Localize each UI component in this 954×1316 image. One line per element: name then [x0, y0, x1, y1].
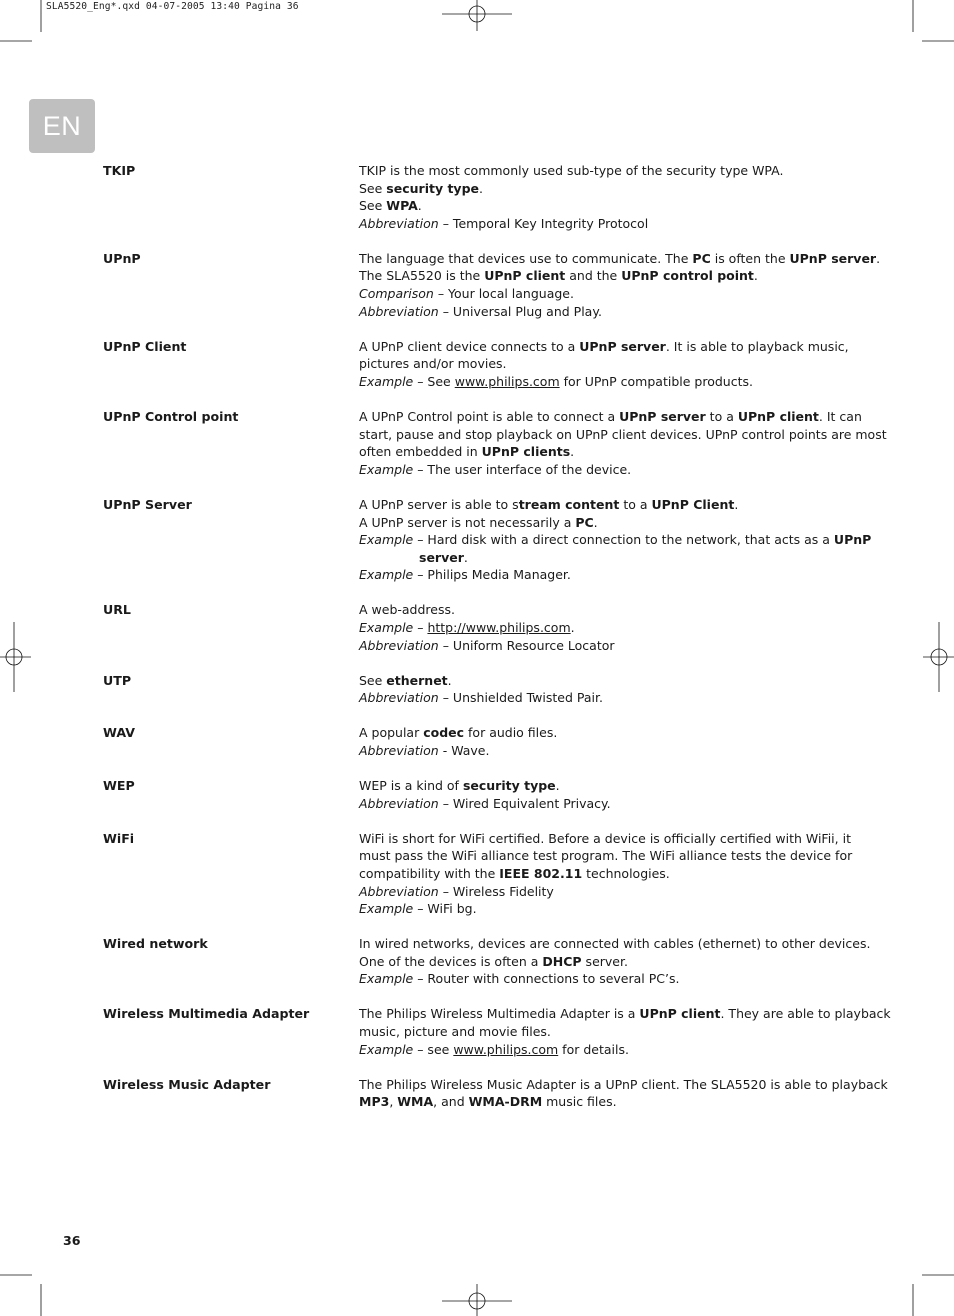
glossary-term: TKIP [103, 163, 136, 178]
definition-line [359, 338, 863, 356]
glossary-entry [103, 830, 863, 918]
bold-reference: IEEE 802.11 [499, 865, 583, 881]
definition-text: for audio files. [464, 725, 558, 741]
glossary-term: Wireless Music Adapter [103, 1076, 271, 1092]
definition-text: – Temporal Key Integrity Protocol [438, 215, 649, 231]
glossary-term: URL [103, 602, 131, 618]
definition-text: - Wave. [438, 742, 490, 758]
definition-text: . [479, 180, 483, 196]
definition-text: A UPnP client device connects to a [359, 338, 580, 354]
definition-text: . It can [818, 409, 862, 425]
glossary-definition [359, 408, 887, 478]
definition-label: Abbreviation [359, 883, 439, 899]
glossary-definition [359, 672, 863, 707]
definition-text: . It is able to playback music, [665, 338, 849, 354]
definition-label: Example [359, 532, 414, 548]
definition-label: Example [359, 373, 414, 389]
definition-text: . [734, 496, 739, 512]
bold-reference: UPnP clients [481, 444, 571, 460]
bold-reference: UPnP server [789, 250, 877, 266]
definition-text: The SLA5520 is the [359, 268, 485, 284]
bold-reference: security type [386, 180, 479, 196]
glossary-term: UPnP Client [103, 338, 187, 354]
definition-text: for details. [558, 1041, 629, 1057]
definition-line [359, 285, 880, 303]
definition-text: , and [433, 1094, 469, 1110]
definition-text: . [753, 268, 758, 284]
definition-text: must pass the WiFi alliance test program. The WiFi alliance tests the device for [359, 848, 853, 864]
definition-text: to a [705, 409, 738, 425]
definition-text: . [447, 672, 452, 688]
glossary-term: Wired network [103, 936, 208, 952]
definition-line [359, 883, 863, 901]
definition-line [359, 601, 863, 619]
glossary-term: UPnP [103, 250, 141, 266]
definition-text: In wired networks, devices are connected with cables (ethernet) to other devices. [359, 936, 871, 952]
definition-text: A popular [359, 725, 424, 741]
definition-line [359, 830, 863, 848]
definition-line [359, 443, 887, 461]
glossary-definition [359, 338, 863, 391]
definition-text: – The user interface of the device. [413, 461, 632, 477]
definition-line [359, 373, 863, 391]
glossary-definition [359, 601, 863, 654]
definition-text: . They are able to playback [720, 1006, 891, 1022]
bold-reference: PC [575, 514, 594, 530]
definition-text: A UPnP Control point is able to connect a [359, 409, 620, 425]
definition-text: . [593, 514, 598, 530]
definition-text: – [413, 619, 428, 635]
definition-text: A web-address. [359, 602, 455, 618]
definition-line [359, 847, 863, 865]
definition-line [359, 355, 863, 373]
bold-reference: UPnP [833, 532, 872, 548]
definition-label: Example [359, 901, 414, 917]
bold-reference: WMA [397, 1094, 434, 1110]
definition-text: One of the devices is often a [359, 953, 543, 969]
definition-text: – WiFi bg. [413, 901, 477, 917]
definition-line [359, 426, 887, 444]
definition-text: and the [565, 268, 622, 284]
definition-line [359, 215, 863, 233]
bold-reference: MP3 [359, 1094, 390, 1110]
bold-reference: UPnP client [639, 1006, 721, 1022]
definition-text: – Your local language. [433, 286, 574, 302]
definition-text: WEP is a kind of [359, 778, 463, 794]
definition-line [359, 935, 870, 953]
definition-line [359, 496, 871, 514]
definition-label: Comparison [359, 286, 434, 302]
definition-text: – Unshielded Twisted Pair. [438, 690, 603, 706]
glossary-definition [359, 496, 871, 584]
glossary-entry [103, 724, 863, 759]
definition-text: – Wireless Fidelity [438, 883, 554, 899]
glossary-definition [359, 1005, 891, 1058]
definition-text: . [555, 778, 560, 794]
definition-text: technologies. [582, 865, 670, 881]
definition-text: See [359, 672, 387, 688]
bold-reference: UPnP server [579, 338, 666, 354]
bold-reference: WPA [386, 198, 418, 214]
definition-label: Abbreviation [359, 637, 439, 653]
definition-line [359, 1093, 888, 1111]
registration-mark-left [0, 622, 31, 692]
web-link[interactable]: www.philips.com [454, 373, 560, 389]
glossary-list [103, 162, 891, 1128]
glossary-term: WAV [103, 725, 135, 741]
bold-reference: UPnP control point [621, 268, 754, 284]
glossary-definition [359, 935, 870, 988]
definition-text: – Uniform Resource Locator [438, 637, 615, 653]
definition-text: pictures and/or movies. [359, 356, 507, 372]
registration-mark-right [923, 622, 954, 692]
definition-text: . [570, 444, 575, 460]
definition-text: for UPnP compatible products. [559, 373, 753, 389]
glossary-term: UPnP Control point [103, 409, 239, 425]
bold-reference: ethernet [386, 672, 448, 688]
definition-line [359, 724, 863, 742]
definition-text: The Philips Wireless Multimedia Adapter is a [359, 1006, 640, 1022]
definition-line [359, 742, 863, 760]
bold-reference: security type [462, 778, 556, 794]
definition-text: is often the [710, 250, 790, 266]
page-number: 36 [63, 1233, 81, 1248]
web-link[interactable]: http://www.philips.com [427, 619, 571, 635]
glossary-entry [103, 601, 863, 654]
glossary-term: UPnP Server [103, 496, 192, 512]
definition-text: – Philips Media Manager. [413, 567, 571, 583]
bold-reference: server [419, 549, 464, 565]
bold-reference: PC [692, 250, 711, 266]
definition-line [359, 865, 863, 883]
definition-text: – Universal Plug and Play. [438, 303, 602, 319]
definition-line [359, 1041, 891, 1059]
definition-text: . [417, 198, 422, 214]
bold-reference: UPnP client [484, 268, 566, 284]
definition-line [359, 970, 870, 988]
glossary-entry [103, 935, 871, 988]
definition-line [359, 250, 880, 268]
glossary-term: WiFi [103, 830, 135, 846]
definition-line [359, 1076, 888, 1094]
web-link[interactable]: www.philips.com [453, 1041, 559, 1057]
definition-text: TKIP is the most commonly used sub-type of the security type WPA. [359, 163, 784, 178]
bold-reference: UPnP server [619, 409, 706, 425]
definition-line [359, 1023, 891, 1041]
glossary-entry [103, 1076, 888, 1111]
glossary-definition [359, 830, 863, 918]
definition-line [359, 900, 863, 918]
definition-line [359, 514, 871, 532]
definition-label: Abbreviation [359, 690, 439, 706]
registration-mark-top [442, 0, 512, 31]
print-slug-header: SLA5520_Eng*.qxd 04-07-2005 13:40 Pagina 36 [46, 1, 299, 12]
definition-line [359, 619, 863, 637]
definition-line [359, 267, 880, 285]
definition-line [359, 566, 871, 584]
definition-text: compatibility with the [359, 865, 500, 881]
definition-text: . [876, 250, 881, 266]
bold-reference: tream content [518, 496, 620, 512]
definition-text: See [359, 198, 387, 214]
registration-mark-bottom [442, 1284, 512, 1316]
glossary-entry [103, 496, 872, 584]
definition-line [359, 531, 871, 549]
definition-text: – Router with connections to several PC’s. [413, 971, 680, 987]
bold-reference: DHCP [542, 953, 582, 969]
definition-text: . [463, 549, 468, 565]
definition-text: – Wired Equivalent Privacy. [438, 795, 611, 811]
definition-text: – Hard disk with a direct connection to the network, that acts as a [413, 532, 834, 548]
definition-text: – See [413, 373, 455, 389]
glossary-definition [359, 777, 863, 812]
definition-text: A UPnP server is not necessarily a [359, 514, 576, 530]
definition-line [359, 461, 887, 479]
definition-line [359, 408, 887, 426]
glossary-entry [103, 250, 881, 320]
glossary-definition [359, 724, 863, 759]
definition-text: to a [619, 496, 652, 512]
definition-text: . [570, 619, 575, 635]
glossary-entry [103, 408, 887, 478]
definition-label: Example [359, 567, 414, 583]
bold-reference: UPnP client [737, 409, 819, 425]
definition-text: A UPnP server is able to s [359, 496, 519, 512]
glossary-entry [103, 672, 863, 707]
glossary-definition [359, 250, 880, 320]
definition-label: Example [359, 461, 414, 477]
definition-text: server. [581, 953, 628, 969]
definition-line [359, 180, 863, 198]
bold-reference: codec [423, 725, 465, 741]
glossary-term: UTP [103, 672, 132, 688]
glossary-definition [359, 1076, 888, 1111]
glossary-entry [103, 338, 863, 391]
definition-text: music files. [542, 1094, 617, 1110]
definition-label: Example [359, 1041, 414, 1057]
definition-text: often embedded in [359, 444, 482, 460]
glossary-definition [359, 162, 863, 232]
glossary-entry [103, 162, 863, 232]
definition-line [359, 672, 863, 690]
definition-line [359, 689, 863, 707]
definition-label: Abbreviation [359, 215, 439, 231]
definition-label: Abbreviation [359, 303, 439, 319]
glossary-entry [103, 777, 863, 812]
definition-line [359, 303, 880, 321]
definition-label: Abbreviation [359, 795, 439, 811]
definition-line [359, 162, 863, 180]
definition-line [359, 953, 870, 971]
definition-line [359, 795, 863, 813]
language-tab: EN [29, 99, 95, 153]
bold-reference: WMA-DRM [468, 1094, 543, 1110]
definition-text: See [359, 180, 387, 196]
glossary-entry [103, 1005, 891, 1058]
definition-text: The language that devices use to communicate. The [359, 250, 693, 266]
glossary-term: WEP [103, 778, 135, 794]
definition-line [359, 197, 863, 215]
definition-text: music, picture and movie files. [359, 1024, 551, 1040]
definition-line [359, 1005, 891, 1023]
definition-label: Abbreviation [359, 742, 439, 758]
definition-line [359, 637, 863, 655]
definition-text: – see [413, 1041, 454, 1057]
definition-label: Example [359, 619, 414, 635]
definition-label: Example [359, 971, 414, 987]
definition-text: , [389, 1094, 398, 1110]
definition-line [359, 549, 871, 567]
glossary-term: Wireless Multimedia Adapter [103, 1006, 310, 1022]
definition-line [359, 777, 863, 795]
definition-text: WiFi is short for WiFi certified. Before a device is officially certified with WiFii, it [359, 830, 851, 846]
definition-text: The Philips Wireless Music Adapter is a UPnP client. The SLA5520 is able to playback [359, 1076, 888, 1092]
definition-text: start, pause and stop playback on UPnP client devices. UPnP control points are most [359, 426, 887, 442]
bold-reference: UPnP Client [651, 496, 735, 512]
